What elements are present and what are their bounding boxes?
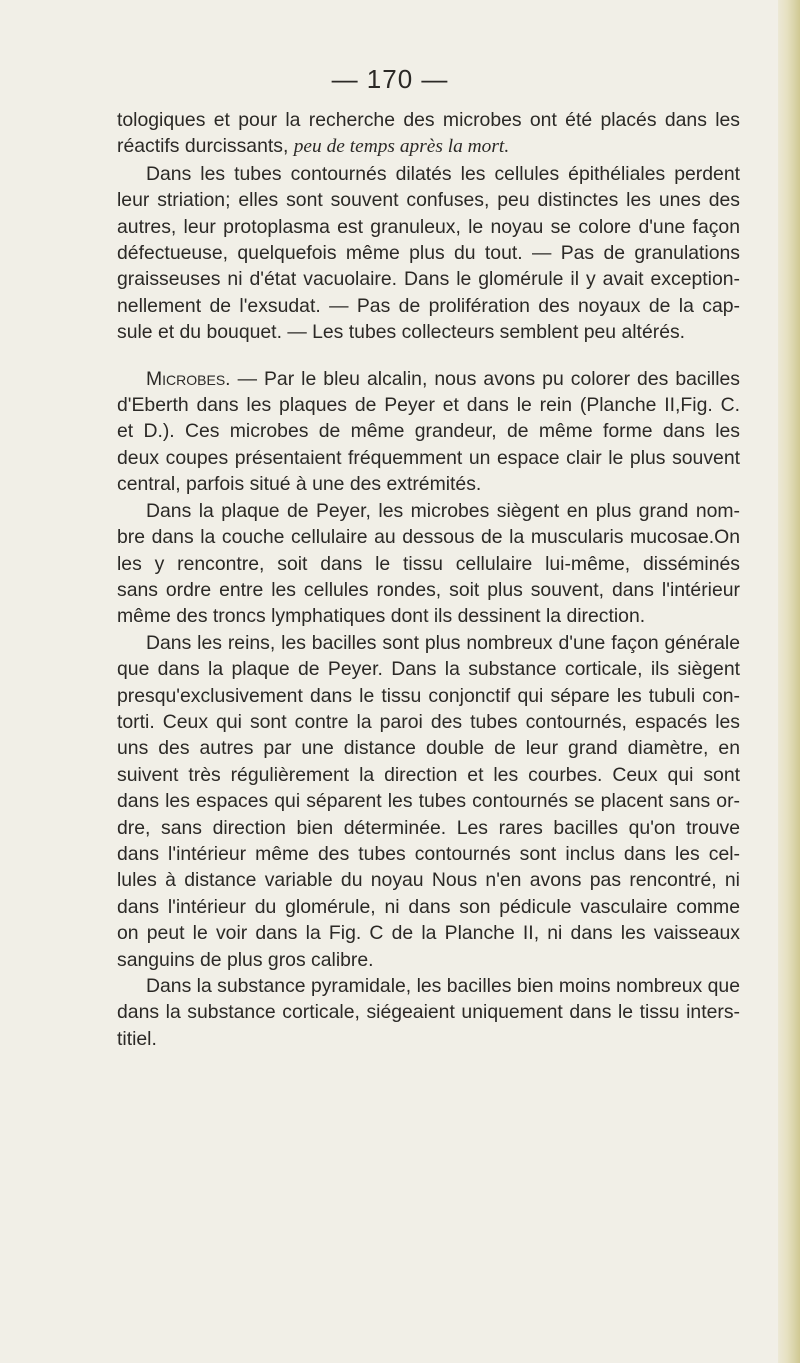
text-line: Dans la substance pyramidale, les bacilles bien moins nombreux que xyxy=(146,975,740,997)
text-line-part: réactifs durcissants, xyxy=(117,135,294,158)
text-line: deux coupes présentaient fréquemment un espace clair le plus souvent xyxy=(117,446,740,469)
text-line: torti. Ceux qui sont contre la paroi des tubes contournés, espacés les xyxy=(117,710,740,733)
section-microbes xyxy=(117,366,740,1053)
text-line: Dans les reins, les bacilles sont plus nombreux d'une façon générale xyxy=(146,631,740,654)
text-line: sans ordre entre les cellules rondes, soit plus souvent, dans l'intérieur xyxy=(117,578,740,601)
text-line: dans les espaces qui séparent les tubes contournés se placent sans or- xyxy=(117,790,740,813)
page-number: — 170 — xyxy=(331,64,449,94)
text-line: autres, leur protoplasma est granuleux, le noyau se colore d'une façon xyxy=(117,215,740,238)
body-text xyxy=(117,107,740,1052)
text-line: uns des autres par une distance double de leur grand diamètre, en xyxy=(117,737,740,760)
text-line: Dans la plaque de Peyer, les microbes siègent en plus grand nom- xyxy=(146,499,740,522)
text-line: lules à distance variable du noyau Nous n'en avons pas rencontré, ni xyxy=(117,869,740,892)
section-heading: Microbes. xyxy=(146,367,231,390)
italic-phrase: peu de temps après la mort. xyxy=(293,136,510,158)
text-line: dre, sans direction bien déterminée. Les rares bacilles qu'on trouve xyxy=(117,816,740,839)
text-line: dans l'intérieur même des tubes contournés sont inclus dans les cel- xyxy=(117,842,740,865)
text-line: même des troncs lymphatiques dont ils dessinent la direction. xyxy=(117,605,646,628)
paragraph-1 xyxy=(117,107,740,346)
page-edge xyxy=(778,0,800,1363)
text-line: défectueuse, quelquefois même plus du tout. — Pas de granulations xyxy=(117,242,740,265)
text-line xyxy=(117,366,740,392)
text-line: que dans la plaque de Peyer. Dans la substance corticale, ils siègent xyxy=(117,658,740,681)
text-line-part: — Par le bleu alcalin, nous avons pu colorer des bacilles xyxy=(230,367,740,390)
text-line: et D.). Ces microbes de même grandeur, de même forme dans les xyxy=(117,420,740,443)
text-line: on peut le voir dans la Fig. C de la Planche II, ni dans les vaisseaux xyxy=(117,922,740,945)
text-line: suivent très régulièrement la direction et les courbes. Ceux qui sont xyxy=(117,763,740,786)
text-line: d'Eberth dans les plaques de Peyer et dans le rein (Planche II,Fig. C. xyxy=(117,394,740,417)
text-line: dans la substance corticale, siégeaient uniquement dans le tissu inters- xyxy=(117,1001,740,1024)
text-line: bre dans la couche cellulaire au dessous de la muscularis mucosae.On xyxy=(117,526,740,549)
text-line xyxy=(117,133,740,160)
text-line: central, parfois situé à une des extrémités. xyxy=(117,473,482,496)
text-line: presqu'exclusivement dans le tissu conjonctif qui sépare les tubuli con- xyxy=(117,684,740,707)
text-line: dans l'intérieur du glomérule, ni dans son pédicule vasculaire comme xyxy=(117,895,740,918)
text-line: sanguins de plus gros calibre. xyxy=(117,948,374,971)
text-line: tologiques et pour la recherche des microbes ont été placés dans les xyxy=(117,109,740,131)
text-line: graisseuses ni d'état vacuolaire. Dans le glomérule il y avait exception- xyxy=(117,268,740,291)
text-line: sule et du bouquet. — Les tubes collecteurs semblent peu altérés. xyxy=(117,321,686,344)
text-line: titiel. xyxy=(117,1027,157,1050)
text-line: Dans les tubes contournés dilatés les cellules épithéliales perdent xyxy=(146,162,740,185)
text-line: nellement de l'exsudat. — Pas de prolifération des noyaux de la cap- xyxy=(117,294,740,317)
text-line: leur striation; elles sont souvent confuses, peu distinctes les unes des xyxy=(117,189,740,212)
text-line: les y rencontre, soit dans le tissu cellulaire lui-même, disséminés xyxy=(117,552,740,575)
